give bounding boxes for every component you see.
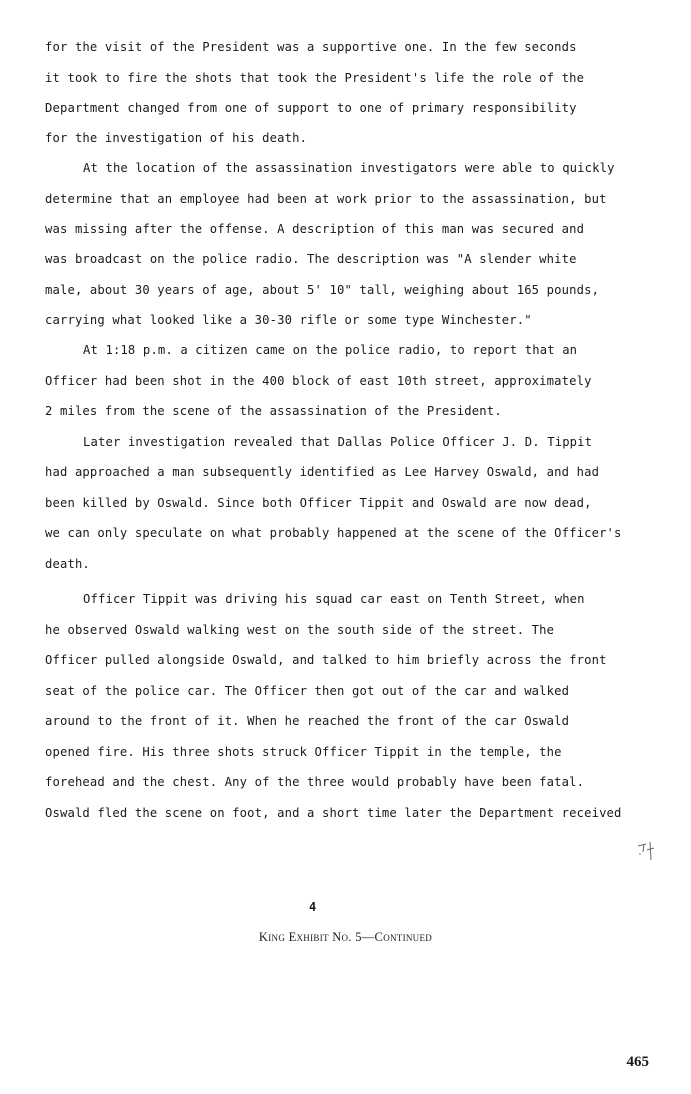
body-line: for the visit of the President was a supportive one. In the few seconds [45, 40, 577, 54]
body-line: Officer had been shot in the 400 block of east 10th street, approximately [45, 374, 592, 388]
body-line: Oswald fled the scene on foot, and a short time later the Department received [45, 806, 622, 820]
stray-margin-mark [636, 838, 658, 871]
body-line: he observed Oswald walking west on the south side of the street. The [45, 623, 555, 637]
body-line: opened fire. His three shots struck Officer Tippit in the temple, the [45, 745, 562, 759]
exhibit-caption: King Exhibit No. 5—Continued [258, 930, 433, 944]
body-line: for the investigation of his death. [45, 131, 308, 145]
body-line: 2 miles from the scene of the assassination of the President. [45, 404, 502, 418]
body-line: we can only speculate on what probably happened at the scene of the Officer's [45, 526, 622, 540]
body-line: Officer pulled alongside Oswald, and talked to him briefly across the front [45, 653, 607, 667]
body-line: been killed by Oswald. Since both Officer Tippit and Oswald are now dead, [45, 496, 592, 510]
body-line: was missing after the offense. A description of this man was secured and [45, 222, 585, 236]
body-line: it took to fire the shots that took the President's life the role of the [45, 71, 585, 85]
body-line: death. [45, 557, 90, 571]
body-line: was broadcast on the police radio. The description was "A slender white [45, 252, 577, 266]
body-line: Department changed from one of support to one of primary responsibility [45, 101, 577, 115]
body-line: seat of the police car. The Officer then got out of the car and walked [45, 684, 570, 698]
stray-mark-icon [636, 838, 658, 868]
body-line: had approached a man subsequently identified as Lee Harvey Oswald, and had [45, 465, 600, 479]
paragraph-start-line: Officer Tippit was driving his squad car east on Tenth Street, when [83, 592, 585, 606]
page-number: 4 [309, 900, 317, 914]
paragraph-start-line: At 1:18 p.m. a citizen came on the police radio, to report that an [83, 343, 578, 357]
paragraph-start-line: At the location of the assassination investigators were able to quickly [83, 161, 615, 175]
body-line: carrying what looked like a 30-30 rifle or some type Winchester." [45, 313, 532, 327]
body-line: determine that an employee had been at work prior to the assassination, but [45, 192, 607, 206]
body-line: male, about 30 years of age, about 5' 10" tall, weighing about 165 pounds, [45, 283, 600, 297]
folio-number: 465 [626, 1054, 649, 1070]
body-line: forehead and the chest. Any of the three would probably have been fatal. [45, 775, 585, 789]
paragraph-start-line: Later investigation revealed that Dallas Police Officer J. D. Tippit [83, 435, 593, 449]
body-line: around to the front of it. When he reached the front of the car Oswald [45, 714, 570, 728]
